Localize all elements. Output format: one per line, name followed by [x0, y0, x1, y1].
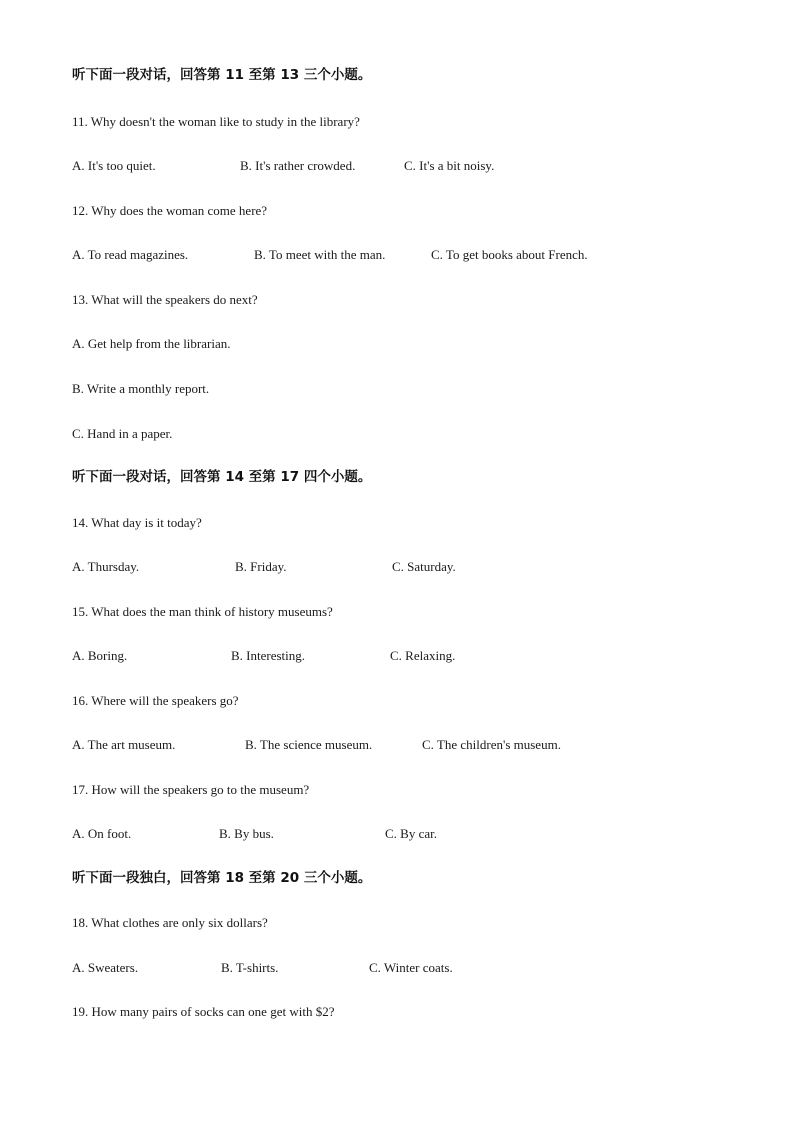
option-a: A. On foot. [72, 826, 132, 841]
option-a: A. Sweaters. [72, 960, 139, 975]
question-stem: 18. What clothes are only six dollars? [72, 915, 268, 930]
option-a: A. Thursday. [72, 559, 140, 574]
option-b: B. To meet with the man. [254, 247, 386, 262]
option-c: C. The children's museum. [422, 737, 561, 752]
section-heading: 听下面一段对话，回答第 11 至第 13 三个小题。 [72, 67, 372, 83]
question-stem: 17. How will the speakers go to the museum? [72, 782, 310, 797]
question-stem: 12. Why does the woman come here? [72, 203, 268, 218]
option-b: B. Write a monthly report. [72, 381, 210, 396]
option-b: B. It's rather crowded. [240, 158, 356, 173]
option-a: A. Get help from the librarian. [72, 336, 231, 351]
option-a: A. The art museum. [72, 737, 176, 752]
question-stem: 13. What will the speakers do next? [72, 292, 258, 307]
option-c: C. Saturday. [392, 559, 456, 574]
option-c: C. To get books about French. [431, 247, 588, 262]
question-stem: 14. What day is it today? [72, 515, 202, 530]
option-b: B. T-shirts. [221, 960, 279, 975]
option-c: C. Winter coats. [369, 960, 453, 975]
option-a: A. It's too quiet. [72, 158, 156, 173]
option-a: A. To read magazines. [72, 247, 189, 262]
section-heading: 听下面一段对话，回答第 14 至第 17 四个小题。 [72, 469, 372, 485]
section-heading: 听下面一段独白，回答第 18 至第 20 三个小题。 [72, 870, 372, 886]
option-c: C. Hand in a paper. [72, 426, 173, 441]
option-b: B. By bus. [219, 826, 274, 841]
option-b: B. Friday. [235, 559, 287, 574]
option-b: B. Interesting. [231, 648, 306, 663]
option-c: C. By car. [385, 826, 437, 841]
option-b: B. The science museum. [245, 737, 373, 752]
question-stem: 11. Why doesn't the woman like to study in the library? [72, 114, 360, 129]
option-a: A. Boring. [72, 648, 128, 663]
question-stem: 16. Where will the speakers go? [72, 693, 239, 708]
question-stem: 19. How many pairs of socks can one get with $2? [72, 1004, 335, 1019]
option-c: C. It's a bit noisy. [404, 158, 495, 173]
question-stem: 15. What does the man think of history museums? [72, 604, 333, 619]
option-c: C. Relaxing. [390, 648, 456, 663]
